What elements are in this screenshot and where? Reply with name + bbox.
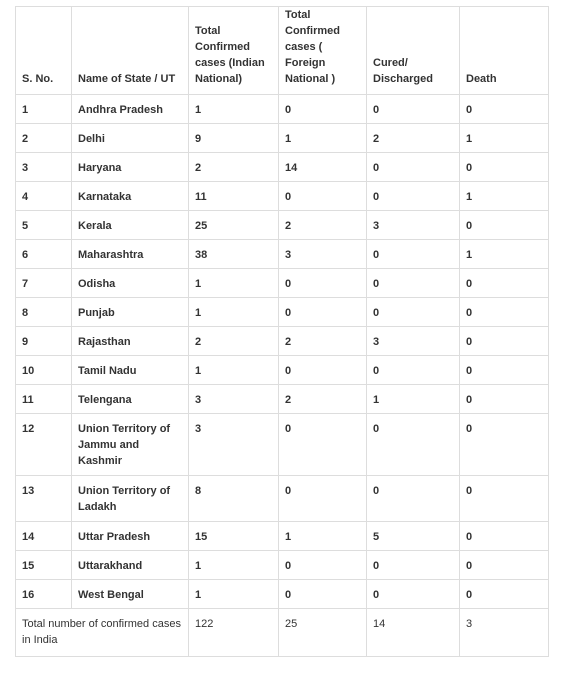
cell-serial-number: 9	[16, 327, 72, 356]
total-death: 3	[460, 609, 549, 657]
cell-confirmed-foreign: 0	[279, 95, 367, 124]
cell-state-name: Telengana	[72, 385, 189, 414]
cell-death: 1	[460, 182, 549, 211]
cell-serial-number: 8	[16, 298, 72, 327]
table-footer	[16, 609, 549, 657]
cell-death: 1	[460, 124, 549, 153]
cell-serial-number: 7	[16, 269, 72, 298]
cell-serial-number: 6	[16, 240, 72, 269]
cell-cured-discharged: 0	[367, 580, 460, 609]
cell-confirmed-indian: 1	[189, 551, 279, 580]
cell-confirmed-foreign: 1	[279, 522, 367, 551]
cell-state-name: Odisha	[72, 269, 189, 298]
cell-confirmed-indian: 8	[189, 476, 279, 522]
cell-state-name: Uttarakhand	[72, 551, 189, 580]
cell-death: 1	[460, 240, 549, 269]
cases-table-container	[15, 6, 549, 657]
cell-confirmed-foreign: 0	[279, 269, 367, 298]
cell-confirmed-foreign: 2	[279, 385, 367, 414]
cell-confirmed-indian: 9	[189, 124, 279, 153]
cell-state-name: Delhi	[72, 124, 189, 153]
cell-state-name: Kerala	[72, 211, 189, 240]
cell-state-name: Tamil Nadu	[72, 356, 189, 385]
cell-confirmed-foreign: 1	[279, 124, 367, 153]
cell-confirmed-foreign: 0	[279, 580, 367, 609]
cell-serial-number: 16	[16, 580, 72, 609]
cell-cured-discharged: 1	[367, 385, 460, 414]
cell-cured-discharged: 0	[367, 356, 460, 385]
cell-death: 0	[460, 414, 549, 476]
cell-confirmed-foreign: 0	[279, 551, 367, 580]
covid-cases-table	[15, 6, 549, 657]
table-row	[16, 182, 549, 211]
cell-cured-discharged: 0	[367, 298, 460, 327]
table-row	[16, 211, 549, 240]
table-row	[16, 476, 549, 522]
cell-state-name: Uttar Pradesh	[72, 522, 189, 551]
table-row	[16, 95, 549, 124]
cell-death: 0	[460, 327, 549, 356]
cell-death: 0	[460, 211, 549, 240]
cell-confirmed-indian: 2	[189, 153, 279, 182]
header-confirmed-foreign: Total Confirmed cases ( Foreign National )	[279, 7, 367, 95]
table-row	[16, 551, 549, 580]
cell-confirmed-indian: 1	[189, 580, 279, 609]
cell-cured-discharged: 5	[367, 522, 460, 551]
table-row	[16, 269, 549, 298]
cell-state-name: Punjab	[72, 298, 189, 327]
cell-death: 0	[460, 95, 549, 124]
cell-serial-number: 12	[16, 414, 72, 476]
cell-state-name: Maharashtra	[72, 240, 189, 269]
cell-cured-discharged: 0	[367, 240, 460, 269]
cell-confirmed-indian: 11	[189, 182, 279, 211]
table-row	[16, 414, 549, 476]
cell-confirmed-foreign: 0	[279, 476, 367, 522]
header-death: Death	[460, 7, 549, 95]
cell-serial-number: 15	[16, 551, 72, 580]
cell-confirmed-indian: 1	[189, 356, 279, 385]
cell-serial-number: 1	[16, 95, 72, 124]
cell-cured-discharged: 0	[367, 153, 460, 182]
cell-confirmed-indian: 15	[189, 522, 279, 551]
cell-serial-number: 4	[16, 182, 72, 211]
table-row	[16, 298, 549, 327]
cell-cured-discharged: 0	[367, 95, 460, 124]
table-row	[16, 580, 549, 609]
cell-confirmed-indian: 1	[189, 95, 279, 124]
cell-state-name: Haryana	[72, 153, 189, 182]
cell-confirmed-foreign: 0	[279, 356, 367, 385]
cell-death: 0	[460, 269, 549, 298]
cell-serial-number: 10	[16, 356, 72, 385]
header-cured-discharged: Cured/ Discharged	[367, 7, 460, 95]
table-row	[16, 153, 549, 182]
cell-confirmed-indian: 2	[189, 327, 279, 356]
cell-death: 0	[460, 356, 549, 385]
cell-confirmed-foreign: 2	[279, 211, 367, 240]
cell-confirmed-foreign: 2	[279, 327, 367, 356]
cell-confirmed-indian: 1	[189, 298, 279, 327]
cell-cured-discharged: 0	[367, 551, 460, 580]
header-confirmed-indian: Total Confirmed cases (Indian National)	[189, 7, 279, 95]
cell-state-name: Rajasthan	[72, 327, 189, 356]
cell-serial-number: 5	[16, 211, 72, 240]
total-row	[16, 609, 549, 657]
cell-serial-number: 2	[16, 124, 72, 153]
cell-death: 0	[460, 580, 549, 609]
table-row	[16, 385, 549, 414]
cell-death: 0	[460, 298, 549, 327]
cell-confirmed-foreign: 3	[279, 240, 367, 269]
total-confirmed-indian: 122	[189, 609, 279, 657]
cell-confirmed-foreign: 14	[279, 153, 367, 182]
cell-confirmed-foreign: 0	[279, 182, 367, 211]
cell-confirmed-foreign: 0	[279, 414, 367, 476]
table-body	[16, 95, 549, 609]
table-row	[16, 356, 549, 385]
cell-death: 0	[460, 522, 549, 551]
cell-confirmed-foreign: 0	[279, 298, 367, 327]
cell-state-name: Union Territory of Jammu and Kashmir	[72, 414, 189, 476]
table-row	[16, 240, 549, 269]
header-row	[16, 7, 549, 95]
cell-confirmed-indian: 38	[189, 240, 279, 269]
cell-cured-discharged: 0	[367, 476, 460, 522]
table-row	[16, 522, 549, 551]
cell-state-name: West Bengal	[72, 580, 189, 609]
cell-state-name: Union Territory of Ladakh	[72, 476, 189, 522]
total-cured-discharged: 14	[367, 609, 460, 657]
cell-confirmed-indian: 3	[189, 385, 279, 414]
cell-death: 0	[460, 385, 549, 414]
cell-serial-number: 14	[16, 522, 72, 551]
cell-serial-number: 13	[16, 476, 72, 522]
cell-cured-discharged: 0	[367, 269, 460, 298]
total-label: Total number of confirmed cases in India	[16, 609, 189, 657]
cell-serial-number: 3	[16, 153, 72, 182]
cell-death: 0	[460, 551, 549, 580]
cell-cured-discharged: 2	[367, 124, 460, 153]
cell-death: 0	[460, 153, 549, 182]
header-state-name: Name of State / UT	[72, 7, 189, 95]
cell-state-name: Karnataka	[72, 182, 189, 211]
cell-cured-discharged: 0	[367, 414, 460, 476]
table-header	[16, 7, 549, 95]
cell-confirmed-indian: 25	[189, 211, 279, 240]
cell-death: 0	[460, 476, 549, 522]
header-serial-number: S. No.	[16, 7, 72, 95]
cell-cured-discharged: 3	[367, 327, 460, 356]
table-row	[16, 124, 549, 153]
cell-state-name: Andhra Pradesh	[72, 95, 189, 124]
cell-confirmed-indian: 3	[189, 414, 279, 476]
cell-serial-number: 11	[16, 385, 72, 414]
cell-cured-discharged: 3	[367, 211, 460, 240]
cell-cured-discharged: 0	[367, 182, 460, 211]
total-confirmed-foreign: 25	[279, 609, 367, 657]
table-row	[16, 327, 549, 356]
cell-confirmed-indian: 1	[189, 269, 279, 298]
